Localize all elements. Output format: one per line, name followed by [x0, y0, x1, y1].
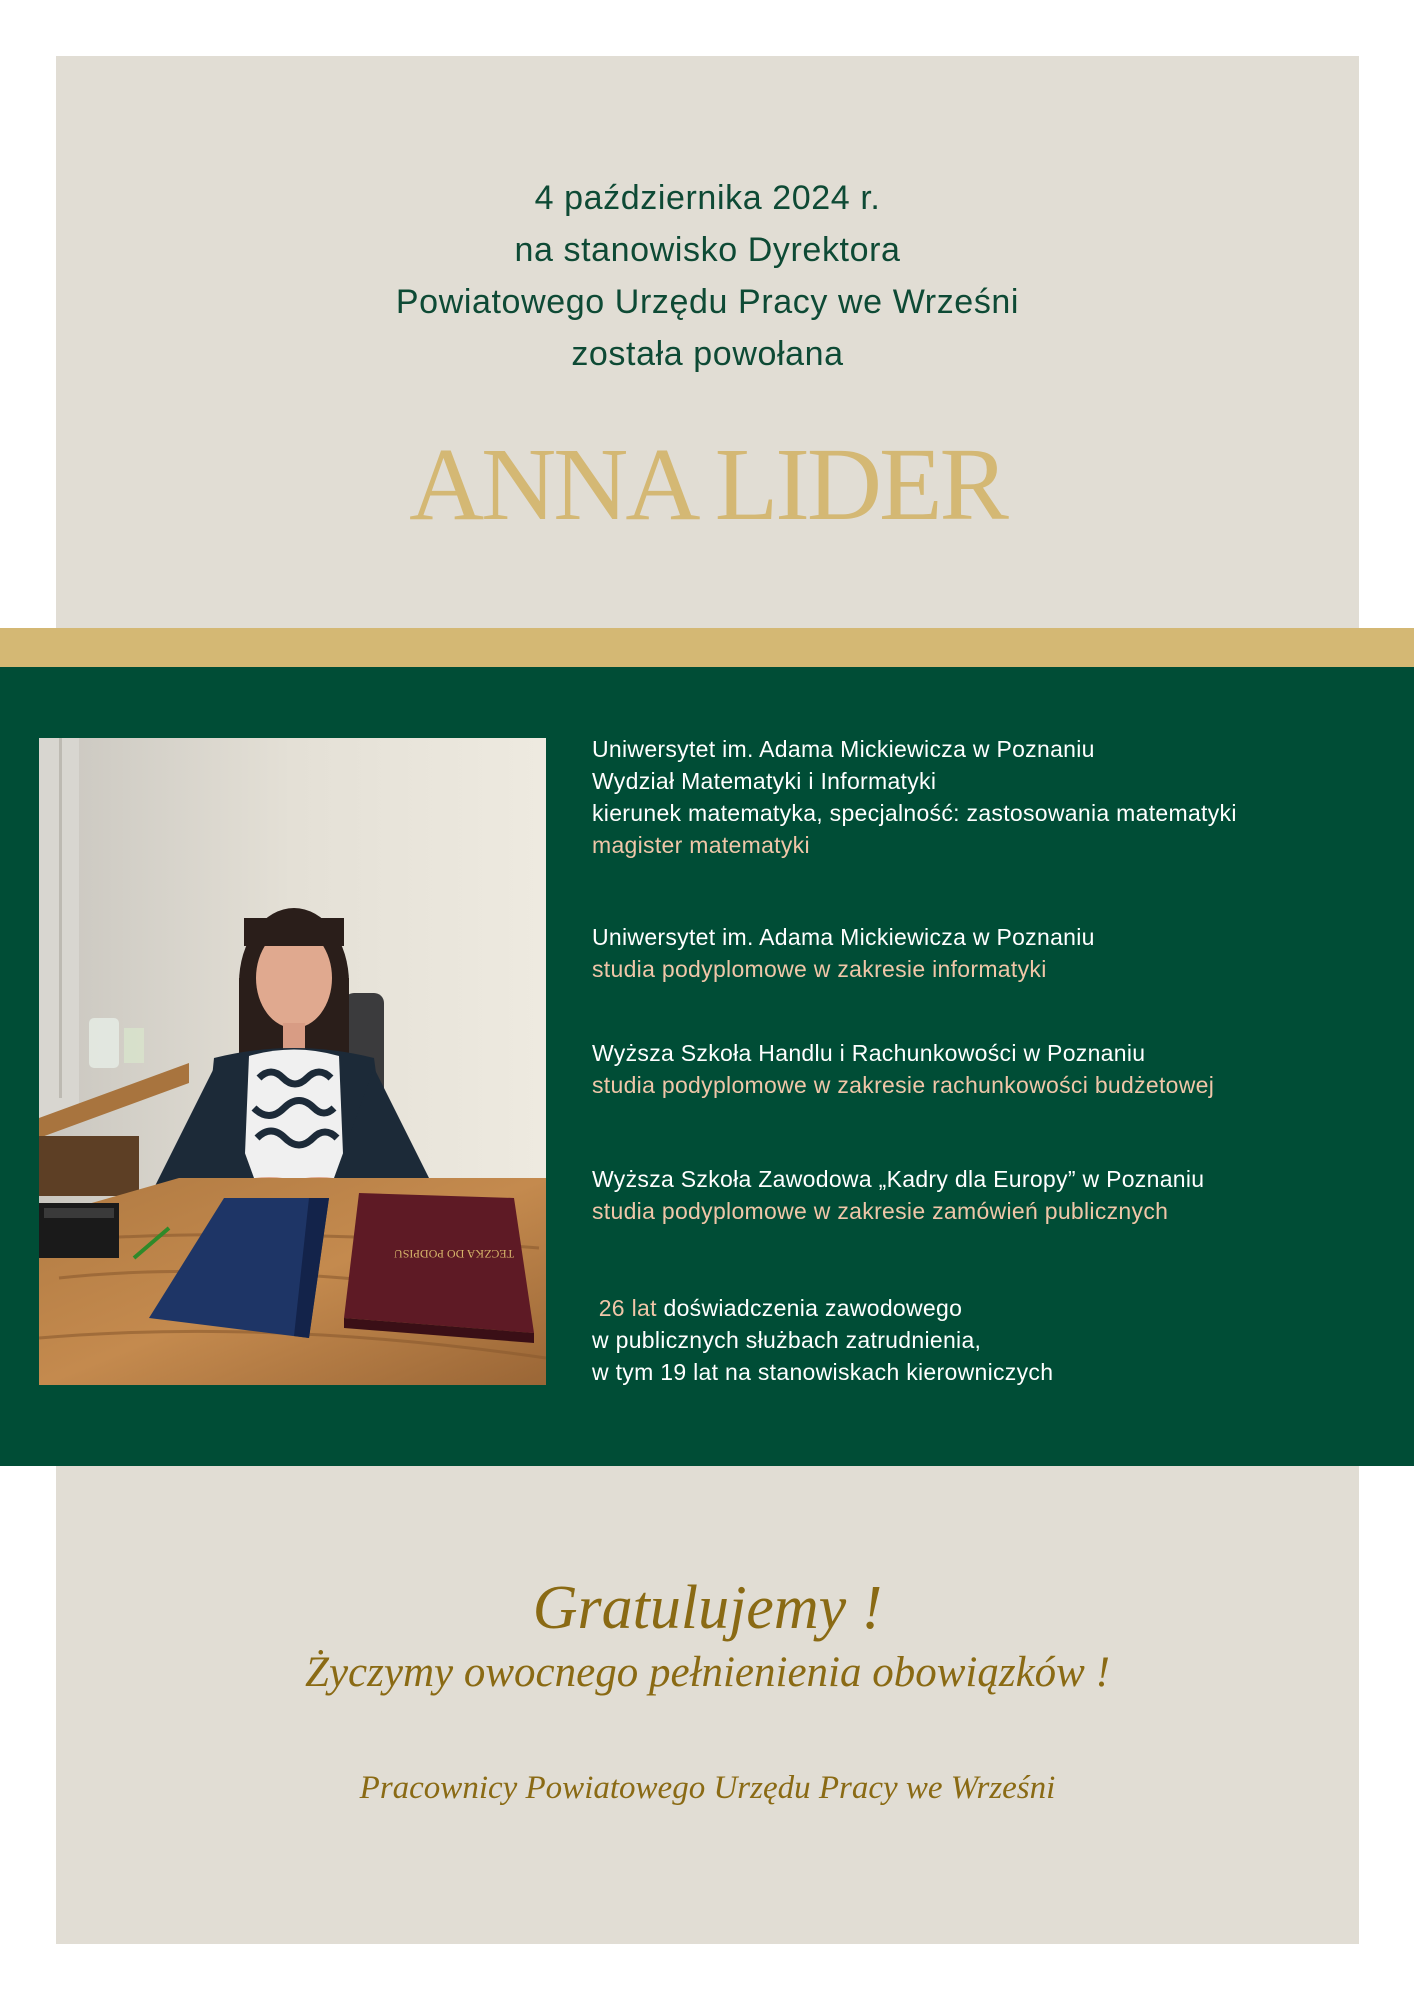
- experience-years: 26 lat: [598, 1295, 657, 1321]
- person-name: ANNA LIDER: [409, 427, 1006, 542]
- experience-line-1: [592, 1292, 1352, 1324]
- education-item-1: [592, 733, 1352, 861]
- experience-line-2: w publicznych służbach zatrudnienia,: [592, 1327, 982, 1353]
- announcement-position: na stanowisko Dyrektora: [514, 231, 901, 269]
- bottom-panel: [56, 1466, 1359, 1944]
- education-item-2: [592, 921, 1352, 985]
- experience-block: [592, 1292, 1352, 1388]
- announcement: [56, 172, 1359, 380]
- education-institution: Wyższa Szkoła Zawodowa „Kadry dla Europy” w Poznaniu: [592, 1166, 1205, 1192]
- education-program: studia podyplomowe w zakresie rachunkowości budżetowej: [592, 1072, 1215, 1098]
- education-institution: Uniwersytet im. Adama Mickiewicza w Poznaniu: [592, 924, 1095, 950]
- education-item-4: [592, 1163, 1352, 1227]
- education-degree: magister matematyki: [592, 832, 810, 858]
- announcement-date: 4 października 2024 r.: [534, 179, 881, 217]
- education-program: studia podyplomowe w zakresie informatyki: [592, 956, 1047, 982]
- announcement-office: Powiatowego Urzędu Pracy we Wrześni: [395, 283, 1020, 321]
- education-institution: Wyższa Szkoła Handlu i Rachunkowości w Poznaniu: [592, 1040, 1146, 1066]
- director-photo: [39, 738, 546, 1385]
- experience-line-3: w tym 19 lat na stanowiskach kierowniczych: [592, 1359, 1054, 1385]
- education-item-3: [592, 1037, 1352, 1101]
- education-field: kierunek matematyka, specjalność: zastosowania matematyki: [592, 800, 1237, 826]
- congrats-headline: Gratulujemy !: [532, 1574, 883, 1642]
- experience-text: doświadczenia zawodowego: [663, 1295, 963, 1321]
- education-faculty: Wydział Matematyki i Informatyki: [592, 768, 937, 794]
- announcement-appointed: została powołana: [571, 335, 844, 373]
- congrats-wish: Życzymy owocnego pełnienienia obowiązków !: [305, 1649, 1110, 1696]
- education-program: studia podyplomowe w zakresie zamówień publicznych: [592, 1198, 1169, 1224]
- congrats-signature: Pracownicy Powiatowego Urzędu Pracy we Wrześni: [359, 1770, 1056, 1806]
- gold-divider-band: [0, 628, 1414, 667]
- folder-label: TECZKA DO PODPISU: [393, 1247, 515, 1261]
- education-institution: Uniwersytet im. Adama Mickiewicza w Poznaniu: [592, 736, 1095, 762]
